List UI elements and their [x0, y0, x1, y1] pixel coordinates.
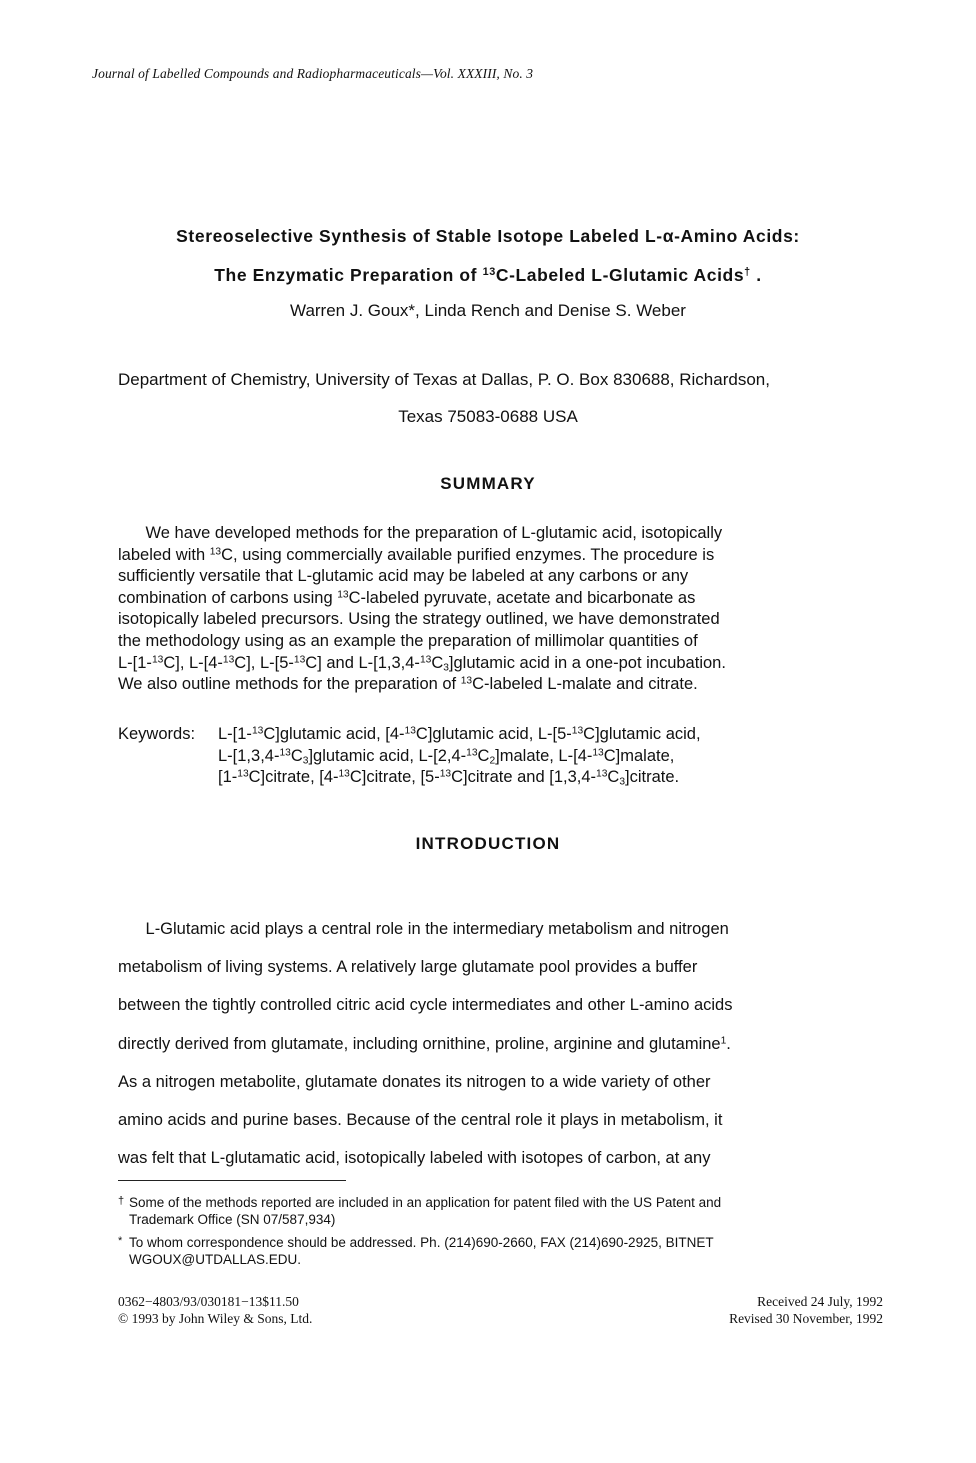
- revised-date: Revised 30 November, 1992: [729, 1311, 883, 1326]
- summary-heading: SUMMARY: [440, 474, 536, 493]
- introduction-heading: INTRODUCTION: [415, 834, 561, 853]
- summary-paragraph: We have developed methods for the preparation of L-glutamic acid, isotopically labeled with $^{13}$C, using commercially available purified enzymes. The procedure is sufficiently versatile that L-glutamic acid may be labeled at any carbons or any combination of carbons using $^{13}$C-labeled pyruvate, acetate and bicarbonate as isotopically labeled precursors. Using the strategy outlined, we have demonstrated the methodology using as an example the preparation of millimolar quantities of L-[1-$^{13}$C], L-[4-$^{13}$C], L-[5-$^{13}$C] and $L-[1,3,4-^{13}C_3]glutamic$ acid in a one-pot incubation. We also outline methods for the preparation of $^{13}$C-labeled L-malate and citrate.: [118, 524, 726, 694]
- journal-header: Journal of Labelled Compounds and Radiopharmaceuticals—Vol. XXXIII, No. 3: [92, 66, 534, 81]
- footnote-divider: [118, 1180, 346, 1181]
- footnote-dagger-mark: †: [118, 1195, 125, 1207]
- affiliation-line-2: Texas 75083-0688 USA: [398, 407, 578, 426]
- reference-mark: 1: [720, 1034, 727, 1046]
- copyright-notice: © 1993 by John Wiley & Sons, Ltd.: [118, 1311, 313, 1326]
- affiliation-line-1: Department of Chemistry, University of Texas at Dallas, P. O. Box 830688, Richardson,: [118, 370, 770, 389]
- footnote-asterisk-mark: *: [118, 1235, 123, 1247]
- received-date: Received 24 July, 1992: [757, 1294, 883, 1309]
- introduction-paragraph: L-Glutamic acid plays a central role in the intermediary metabolism and nitrogen metabolism of living systems. A relatively large glutamate pool provides a buffer between the tightly controlled citric acid cycle intermediates and other L-amino acids directly derived from glutamate, including ornithine, proline, arginine and glutamine$^1$. As a nitrogen metabolite, glutamate donates its nitrogen to a wide variety of other amino acids and purine bases. Because of the central role it plays in metabolism, it was felt that L-glutamatic acid, isotopically labeled with isotopes of carbon, at any: [118, 920, 733, 1168]
- author-list: Warren J. Goux*, Linda Rench and Denise S. Weber: [290, 301, 686, 320]
- article-title-line-1: Stereoselective Synthesis of Stable Isotope Labeled L-α-Amino Acids:: [176, 226, 800, 246]
- footnote-correspondence: * To whom correspondence should be addressed. Ph. (214)690-2660, FAX (214)690-2925, BITNET WGOUX@UTDALLAS.EDU.: [118, 1235, 714, 1267]
- footnote-patent: † Some of the methods reported are included in an application for patent filed with the US Patent and Trademark Office (SN 07/587,934): [118, 1195, 722, 1227]
- keywords-list: L-[1-$^{13}$C]glutamic acid, [4-$^{13}$C]glutamic acid, L-[5-$^{13}$C]glutamic acid, $L-[1,3,4-^{13}C_3]glutamic$ acid, $L-[2,4-^{13}C_2]malate$, L-[4-$^{13}$C]malate, [1-$^{13}$C]citrate, [4-$^{13}$C]citrate, [5-$^{13}$C]citrate and $[1,3,4-^{13}C_3]citrate$.: [218, 725, 701, 788]
- received-dates: [729, 1293, 883, 1327]
- title-footnote-mark: †: [744, 266, 751, 279]
- publication-info: [118, 1293, 312, 1327]
- keywords-label: Keywords:: [118, 725, 196, 743]
- article-title-line-2: The Enzymatic Preparation of $^{13}$C-Labeled L-Glutamic Acids† .: [214, 265, 762, 285]
- article-code: 0362−4803/93/030181−13$11.50: [118, 1294, 299, 1309]
